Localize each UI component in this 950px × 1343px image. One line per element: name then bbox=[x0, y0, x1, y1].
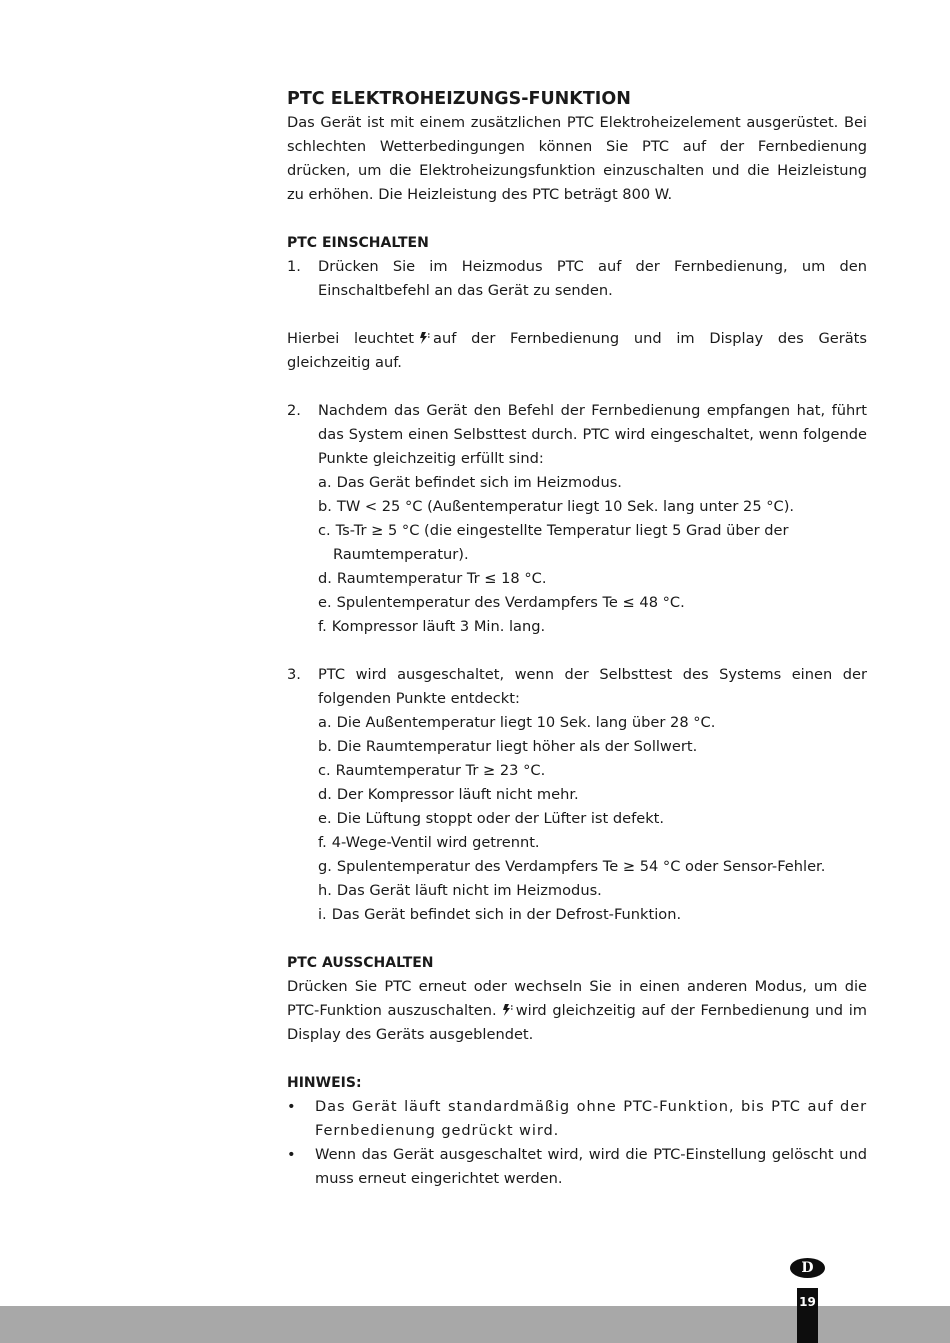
step-2-conditions bbox=[318, 471, 867, 639]
list-item: e. Die Lüftung stoppt oder der Lüfter ist defekt. bbox=[318, 810, 665, 827]
ptc-on-heading: PTC EINSCHALTEN bbox=[287, 235, 429, 251]
list-item: f. 4-Wege-Ventil wird getrennt. bbox=[318, 834, 540, 851]
indicator-note bbox=[287, 327, 867, 375]
page-title: PTC ELEKTROHEIZUNGS-FUNKTION bbox=[287, 89, 631, 109]
page-content bbox=[287, 87, 867, 1191]
step-2 bbox=[287, 399, 867, 471]
bullet-icon: • bbox=[287, 1098, 296, 1115]
note-bullet bbox=[287, 1095, 867, 1143]
list-item: b. TW < 25 °C (Außentemperatur liegt 10 Sek. lang unter 25 °C). bbox=[318, 498, 795, 515]
step-number: 1. bbox=[287, 258, 301, 275]
bullet-icon: • bbox=[287, 1146, 296, 1163]
page-number: 19 bbox=[799, 1295, 816, 1309]
language-badge: D bbox=[790, 1258, 825, 1278]
ptc-off-paragraph bbox=[287, 975, 867, 1047]
list-item: a. Die Außentemperatur liegt 10 Sek. lang über 28 °C. bbox=[318, 714, 716, 731]
step-text: PTC wird ausgeschaltet, wenn der Selbsttest des Systems einen der folgenden Punkte entdeckt: bbox=[318, 666, 867, 707]
note-heading: HINWEIS: bbox=[287, 1075, 362, 1091]
ptc-heater-icon bbox=[417, 331, 430, 345]
list-item: e. Spulentemperatur des Verdampfers Te ≤ 48 °C. bbox=[318, 594, 685, 611]
step-3 bbox=[287, 663, 867, 711]
step-text: Drücken Sie im Heizmodus PTC auf der Fernbedienung, um den Einschaltbefehl an das Gerät zu senden. bbox=[318, 258, 867, 299]
list-item: c. Ts-Tr ≥ 5 °C (die eingestellte Temperatur liegt 5 Grad über der bbox=[318, 522, 789, 539]
intro-paragraph: Das Gerät ist mit einem zusätzlichen PTC Elektroheizelement ausgerüstet. Bei schlechten Wetterbedingungen können Sie PTC auf der Fernbedienung drücken, um die Elektroheizungsfunktion einzuschalten und die Heizleistung zu erhöhen. Die Heizleistung des PTC beträgt 800 W. bbox=[287, 114, 867, 203]
list-item: d. Der Kompressor läuft nicht mehr. bbox=[318, 786, 579, 803]
note-bullet-text: Das Gerät läuft standardmäßig ohne PTC-Funktion, bis PTC auf der Fernbedienung gedrückt wird. bbox=[315, 1098, 867, 1139]
ptc-off-text-before: Drücken Sie PTC erneut oder wechseln Sie in einen anderen Modus, um die PTC-Funktion auszuschalten. bbox=[287, 978, 867, 1019]
indicator-note-after: auf der Fernbedienung und im Display des Geräts gleichzeitig auf. bbox=[287, 330, 868, 371]
list-item: c. Raumtemperatur Tr ≥ 23 °C. bbox=[318, 762, 546, 779]
list-item: a. Das Gerät befindet sich im Heizmodus. bbox=[318, 474, 622, 491]
step-number: 3. bbox=[287, 666, 301, 683]
list-item-continuation: Raumtemperatur). bbox=[333, 546, 469, 563]
ptc-off-text-after: wird gleichzeitig auf der Fernbedienung und im Display des Geräts ausgeblendet. bbox=[287, 1002, 868, 1043]
step-number: 2. bbox=[287, 402, 301, 419]
note-bullet bbox=[287, 1143, 867, 1191]
list-item: f. Kompressor läuft 3 Min. lang. bbox=[318, 618, 546, 635]
list-item: h. Das Gerät läuft nicht im Heizmodus. bbox=[318, 882, 602, 899]
note-bullet-text: Wenn das Gerät ausgeschaltet wird, wird die PTC-Einstellung gelöscht und muss erneut eingerichtet werden. bbox=[315, 1146, 867, 1187]
step-1 bbox=[287, 255, 867, 303]
list-item: g. Spulentemperatur des Verdampfers Te ≥ 54 °C oder Sensor-Fehler. bbox=[318, 858, 826, 875]
indicator-note-before: Hierbei leuchtet bbox=[287, 330, 415, 347]
ptc-off-heading: PTC AUSSCHALTEN bbox=[287, 955, 434, 971]
step-text: Nachdem das Gerät den Befehl der Fernbedienung empfangen hat, führt das System einen Selbsttest durch. PTC wird eingeschaltet, wenn folgende Punkte gleichzeitig erfüllt sind: bbox=[318, 402, 867, 467]
list-item: b. Die Raumtemperatur liegt höher als der Sollwert. bbox=[318, 738, 698, 755]
step-3-conditions bbox=[318, 711, 867, 927]
list-item: i. Das Gerät befindet sich in der Defrost-Funktion. bbox=[318, 906, 682, 923]
ptc-heater-icon bbox=[500, 1003, 513, 1017]
list-item: d. Raumtemperatur Tr ≤ 18 °C. bbox=[318, 570, 547, 587]
